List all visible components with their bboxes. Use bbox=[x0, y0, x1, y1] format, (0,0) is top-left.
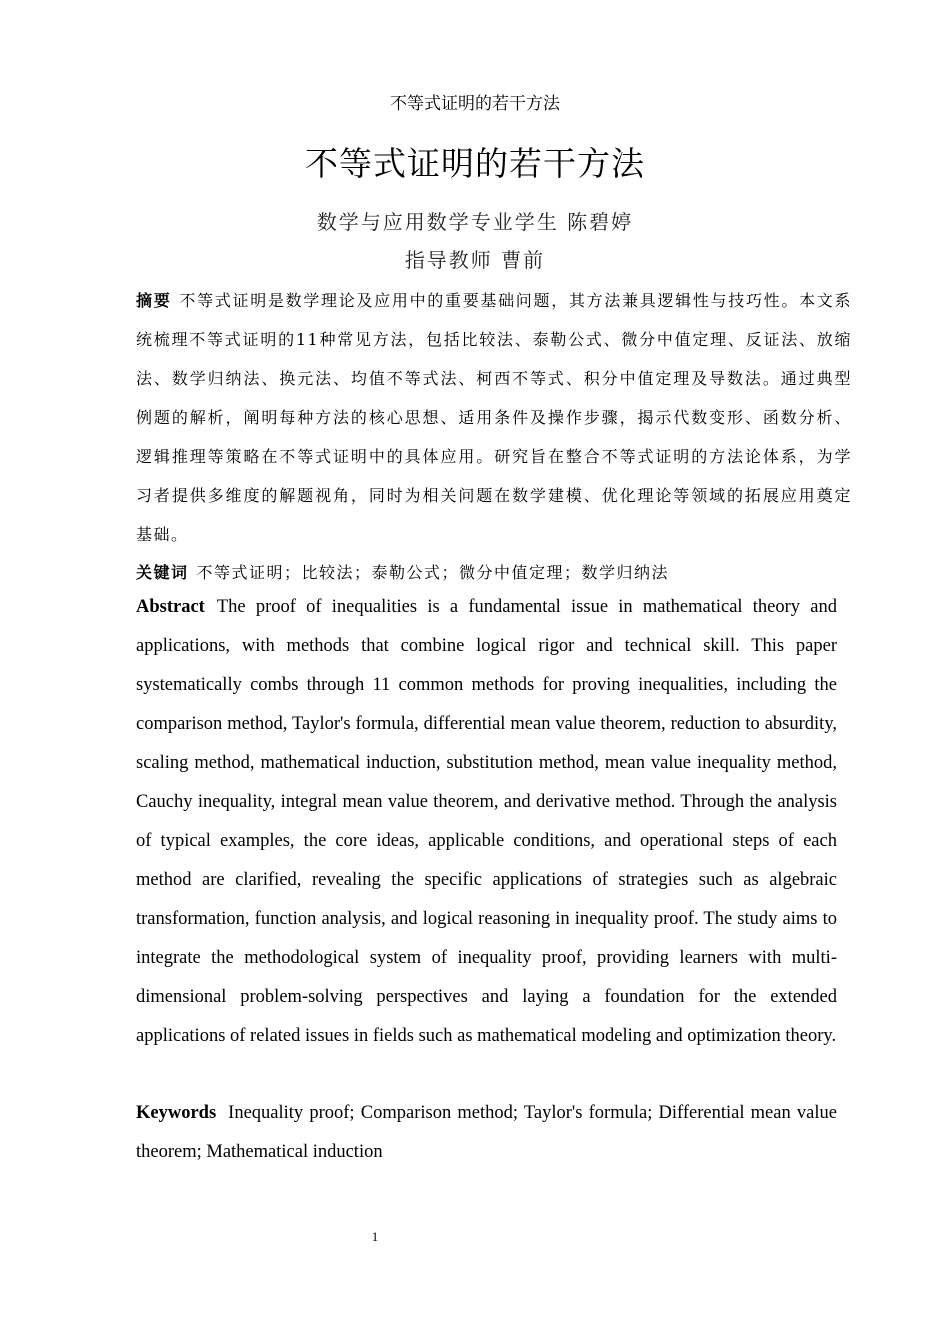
keywords-en-label: Keywords bbox=[136, 1103, 217, 1123]
keywords-zh bbox=[136, 553, 852, 592]
running-header: 不等式证明的若干方法 bbox=[390, 94, 560, 114]
abstract-en-text: The proof of inequalities is a fundamental issue in mathematical theory and applications, with methods that combine logical rigor and technical skill. This paper systematically combs through 11 common methods for proving inequalities, including the comparison method, Taylor's formula, differential mean value theorem, reduction to absurdity, scaling method, mathematical induction, substitution method, mean value inequality method, Cauchy inequality, integral mean value theorem, and derivative method. Through the analysis of typical examples, the core ideas, applicable conditions, and operational steps of each method are clarified, revealing the specific applications of strategies such as algebraic transformation, function analysis, and logical reasoning in inequality proof. The study aims to integrate the methodological system of inequality proof, providing learners with multi-dimensional problem-solving perspectives and laying a foundation for the extended applications of related issues in fields such as mathematical modeling and optimization theory. bbox=[136, 597, 837, 1046]
author-line: 数学与应用数学专业学生 陈碧婷 bbox=[316, 210, 634, 234]
advisor-line: 指导教师 曹前 bbox=[404, 248, 546, 272]
abstract-en bbox=[136, 588, 837, 1056]
keywords-zh-label: 关键词 bbox=[136, 563, 189, 582]
abstract-zh-text: 不等式证明是数学理论及应用中的重要基础问题，其方法兼具逻辑性与技巧性。本文系统梳理不等式证明的11种常见方法，包括比较法、泰勒公式、微分中值定理、反证法、放缩法、数学归纳法、换元法、均值不等式法、柯西不等式、积分中值定理及导数法。通过典型例题的解析，阐明每种方法的核心思想、适用条件及操作步骤，揭示代数变形、函数分析、逻辑推理等策略在不等式证明中的具体应用。研究旨在整合不等式证明的方法论体系，为学习者提供多维度的解题视角，同时为相关问题在数学建模、优化理论等领域的拓展应用奠定基础。 bbox=[136, 291, 852, 544]
abstract-en-label: Abstract bbox=[136, 597, 205, 617]
keywords-en-text: Inequality proof; Comparison method; Taylor's formula; Differential mean value theorem; Mathematical induction bbox=[136, 1103, 837, 1162]
keywords-en bbox=[136, 1094, 837, 1172]
abstract-zh bbox=[136, 281, 852, 554]
abstract-zh-label: 摘要 bbox=[136, 291, 172, 310]
page-number: 1 bbox=[371, 1229, 379, 1244]
keywords-zh-text: 不等式证明；比较法；泰勒公式；微分中值定理；数学归纳法 bbox=[196, 563, 670, 582]
paper-title: 不等式证明的若干方法 bbox=[305, 144, 645, 183]
